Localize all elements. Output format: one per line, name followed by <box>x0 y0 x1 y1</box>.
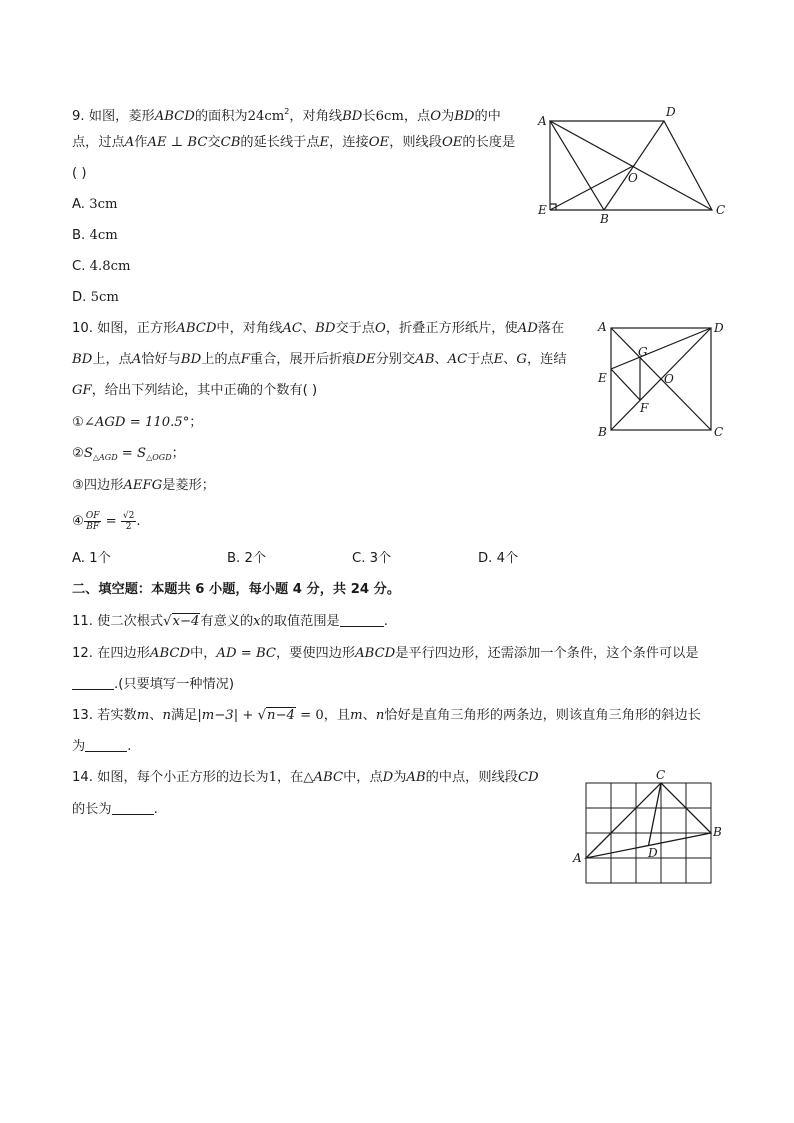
q10-option-c[interactable] <box>352 550 391 568</box>
q13-math: m <box>350 708 363 723</box>
label-o: O <box>628 171 638 185</box>
q10-math: = <box>101 514 121 529</box>
q13-text: 满足 <box>170 708 198 723</box>
label-f: F <box>640 401 649 415</box>
option-letter: B. <box>72 228 86 243</box>
option-value: 3cm <box>89 197 118 212</box>
q10-math-sub: △AGD <box>92 453 118 462</box>
q12-text: 中， <box>190 646 217 661</box>
option-letter: C. <box>72 259 86 274</box>
q10-math: S <box>83 446 93 461</box>
q12-line-2 <box>72 676 234 694</box>
q12-line-1 <box>72 645 699 663</box>
q10-math: BD <box>315 321 336 336</box>
section-text: 二、填空题：本题共 <box>72 582 196 597</box>
q9-math: ABCD <box>154 109 195 124</box>
q9-text: 作 <box>134 135 148 150</box>
option-value: 5cm <box>90 290 119 305</box>
q14-text: 中，点 <box>343 770 383 785</box>
label-a: A <box>538 114 547 128</box>
label-e: E <box>598 371 607 385</box>
label-g: G <box>638 345 648 359</box>
sqrt-sign: √ <box>163 614 172 629</box>
q13-math: = 0 <box>295 708 324 723</box>
q10-line-2 <box>72 351 567 369</box>
q10-text: ，连结 <box>526 352 567 367</box>
q14-math: AB <box>406 770 426 785</box>
q10-conclusion-3 <box>72 477 215 495</box>
q10-square-figure <box>594 318 729 444</box>
q9-math: BD <box>454 109 475 124</box>
q10-math-sub: △OGD <box>146 453 172 462</box>
q13-text: 、 <box>362 708 376 723</box>
q9-text: ，对角线 <box>289 109 343 124</box>
label-o: O <box>664 372 674 386</box>
q14-answer-blank[interactable] <box>112 802 154 815</box>
q10-conclusion-4 <box>72 510 141 534</box>
q14-math: 1 <box>268 770 277 785</box>
q9-text: ，连接 <box>329 135 369 150</box>
section-number: 4 <box>292 582 302 597</box>
segment-oe <box>550 166 634 211</box>
q9-text: ，点 <box>403 109 431 124</box>
label-d: D <box>666 105 676 119</box>
q11-answer-blank[interactable] <box>340 614 384 627</box>
q10-text: . <box>136 514 141 529</box>
q9-text: 的中 <box>474 109 501 124</box>
q10-text: 上，点 <box>92 352 132 367</box>
conclusion-number: ① <box>72 415 84 430</box>
label-c: C <box>656 768 666 782</box>
q10-option-b[interactable] <box>227 550 266 568</box>
option-value: 2个 <box>244 551 267 566</box>
fraction-numerator: OF <box>85 510 100 521</box>
q9-text: ，则线段 <box>389 135 442 150</box>
fraction-denominator: 2 <box>125 521 132 532</box>
option-value: 4个 <box>496 551 519 566</box>
q10-text: 、 <box>301 321 316 336</box>
q10-math: E <box>493 352 504 367</box>
q14-line-1 <box>72 769 539 787</box>
q10-text: 四边形 <box>83 478 124 493</box>
label-d: D <box>714 321 724 335</box>
section-number: 24 <box>350 582 370 597</box>
conclusion-number: ② <box>72 446 84 461</box>
label-c: C <box>714 425 724 439</box>
conclusion-number: ④ <box>72 514 84 529</box>
q14-grid-figure <box>570 766 726 888</box>
section-text: 分。 <box>369 582 401 597</box>
section-number: 6 <box>195 582 205 597</box>
q13-math: n <box>162 708 171 723</box>
q13-text: 13. 若实数 <box>72 708 137 723</box>
q13-text: 恰好是直角三角形的两条边，则该直角三角形的斜边长 <box>384 708 701 723</box>
label-b: B <box>598 425 607 439</box>
segment-cd <box>649 783 662 846</box>
label-a: A <box>598 320 607 334</box>
q10-text: ，折叠正方形纸片，使 <box>385 321 518 336</box>
q9-line-2 <box>72 134 515 152</box>
label-b: B <box>713 825 722 839</box>
q12-text: 是平行四边形，还需添加一个条件，这个条件可以是 <box>395 646 699 661</box>
fraction-numerator: √2 <box>122 510 135 521</box>
q10-line-1 <box>72 320 564 338</box>
q10-text: 重合，展开后折痕 <box>249 352 356 367</box>
q12-text: .(只要填写一种情况) <box>114 677 234 692</box>
q10-text: 、 <box>503 352 517 367</box>
q9-text: 9. 如图，菱形 <box>72 109 155 124</box>
option-letter: A. <box>72 197 85 212</box>
q12-answer-blank[interactable] <box>72 677 114 690</box>
q13-math: |m−3| + <box>197 708 258 723</box>
q13-text: 、 <box>149 708 163 723</box>
q10-fraction-of-bf <box>84 511 102 532</box>
section-text: 分，共 <box>301 582 351 597</box>
q10-math: AB <box>415 352 435 367</box>
q9-math: OE <box>441 135 463 150</box>
q9-text: 的延长线于点 <box>240 135 320 150</box>
q13-text: . <box>127 739 132 754</box>
q14-text: ，在 <box>277 770 304 785</box>
q9-math: AE ⊥ BC <box>147 135 208 150</box>
q9-math: O <box>430 109 442 124</box>
q9-text: 交 <box>207 135 221 150</box>
q14-line-2 <box>72 801 158 819</box>
q11-text: . <box>383 614 388 629</box>
q14-text: 为 <box>393 770 407 785</box>
q10-text: 分别交 <box>375 352 416 367</box>
q11-line <box>72 613 388 631</box>
q11-math: x <box>253 614 261 629</box>
q10-math: BD <box>180 352 202 367</box>
q10-math: AEFG <box>123 478 163 493</box>
q10-math: AD <box>517 321 538 336</box>
q10-text: 10. 如图，正方形 <box>72 321 177 336</box>
q9-text: 为 <box>441 109 455 124</box>
q9-math: A <box>124 135 135 150</box>
option-value: 4.8cm <box>89 259 131 274</box>
q10-fraction-root2 <box>121 511 136 532</box>
q10-text: 于点 <box>467 352 494 367</box>
q9-line-3: ( ) <box>72 166 87 181</box>
label-b: B <box>600 212 609 226</box>
q10-text: ，给出下列结论，其中正确的个数有( ) <box>91 383 318 398</box>
q10-math: G <box>516 352 527 367</box>
q13-line-1 <box>72 707 701 725</box>
q10-math: BD <box>72 352 93 367</box>
q11-radicand: x−4 <box>172 614 200 629</box>
q13-math: m <box>136 708 150 723</box>
label-d: D <box>648 846 658 860</box>
q10-math: S <box>137 446 147 461</box>
q10-option-a[interactable] <box>72 550 111 568</box>
q9-text: 长 <box>362 109 376 124</box>
q14-text: 14. 如图，每个小正方形的边长为 <box>72 770 269 785</box>
q10-math: = <box>117 446 138 461</box>
q9-line-1 <box>72 103 501 126</box>
q10-math: ∠AGD = 110.5° <box>83 415 190 430</box>
option-value: 1个 <box>89 551 111 566</box>
q13-text: 为 <box>72 739 86 754</box>
q10-text: 交于点 <box>335 321 375 336</box>
q10-text: ； <box>171 446 185 461</box>
q12-text: ，要使四边形 <box>275 646 356 661</box>
option-value: 4cm <box>89 228 118 243</box>
q10-math: O <box>375 321 386 336</box>
q9-math: OE <box>368 135 390 150</box>
q10-math: DE <box>355 352 376 367</box>
q14-math: △ABC <box>303 770 344 785</box>
q9-math: CB <box>220 135 241 150</box>
q9-text: 的面积为 <box>194 109 248 124</box>
crease-de <box>611 328 711 369</box>
q10-text: ； <box>189 415 203 430</box>
option-letter: D. <box>72 290 87 305</box>
q12-math: ABCD <box>149 646 191 661</box>
section-2-heading <box>72 581 400 599</box>
q13-answer-blank[interactable] <box>85 739 127 752</box>
q10-option-d[interactable] <box>478 550 518 568</box>
q13-math: n <box>375 708 385 723</box>
q14-text: 的长为 <box>72 802 112 817</box>
q11-text: 11. 使二次根式 <box>72 614 164 629</box>
q14-text: 的中点，则线段 <box>425 770 518 785</box>
section-text: 小题，每小题 <box>204 582 293 597</box>
q10-text: 恰好与 <box>141 352 181 367</box>
q12-math: AD = BC <box>216 646 276 661</box>
label-e: E <box>538 203 547 217</box>
q13-line-2 <box>72 738 131 756</box>
q14-math: D <box>382 770 394 785</box>
option-letter: D. <box>478 551 493 566</box>
segment-ef <box>611 369 640 400</box>
q10-math: AC <box>282 321 302 336</box>
q9-math: 24cm <box>247 109 285 124</box>
q9-math-sup: 2 <box>284 107 290 116</box>
q13-text: ，且 <box>323 708 351 723</box>
fraction-denominator: BF <box>86 521 100 532</box>
sqrt-sign: √ <box>257 708 266 723</box>
label-a: A <box>573 851 582 865</box>
q10-line-3 <box>72 382 317 400</box>
q14-text: . <box>153 802 158 817</box>
q10-math: F <box>240 352 250 367</box>
option-value: 3个 <box>369 551 392 566</box>
option-letter: B. <box>227 551 241 566</box>
conclusion-number: ③ <box>72 478 84 493</box>
q11-text: 的取值范围是 <box>260 614 340 629</box>
q10-math: GF <box>72 383 92 398</box>
q10-math: ABCD <box>176 321 217 336</box>
q9-math: BD <box>342 109 363 124</box>
q10-conclusion-2 <box>72 445 185 467</box>
q13-radicand: n−4 <box>266 708 295 723</box>
q9-option-d[interactable] <box>72 289 119 307</box>
option-letter: A. <box>72 551 85 566</box>
q9-option-b[interactable] <box>72 227 118 245</box>
q10-math: AC <box>447 352 468 367</box>
q10-text: 、 <box>434 352 448 367</box>
q10-conclusion-1 <box>72 414 202 432</box>
q10-math: A <box>131 352 142 367</box>
q9-math: E <box>319 135 330 150</box>
q9-option-a[interactable] <box>72 196 117 214</box>
option-letter: C. <box>352 551 366 566</box>
q9-text: 的长度是 <box>462 135 516 150</box>
q11-text: 有意义的 <box>200 614 254 629</box>
q9-math: 6cm <box>375 109 404 124</box>
q12-text: 12. 在四边形 <box>72 646 150 661</box>
q10-text: 上的点 <box>201 352 241 367</box>
q10-text: 落在 <box>537 321 565 336</box>
q9-text: 点，过点 <box>72 135 125 150</box>
q9-option-c[interactable] <box>72 258 130 276</box>
q12-math: ABCD <box>355 646 396 661</box>
q10-text: 是菱形； <box>162 478 215 493</box>
q14-math: CD <box>517 770 539 785</box>
q9-rhombus-figure <box>530 100 730 228</box>
label-c: C <box>716 203 726 217</box>
q10-text: 中，对角线 <box>216 321 283 336</box>
